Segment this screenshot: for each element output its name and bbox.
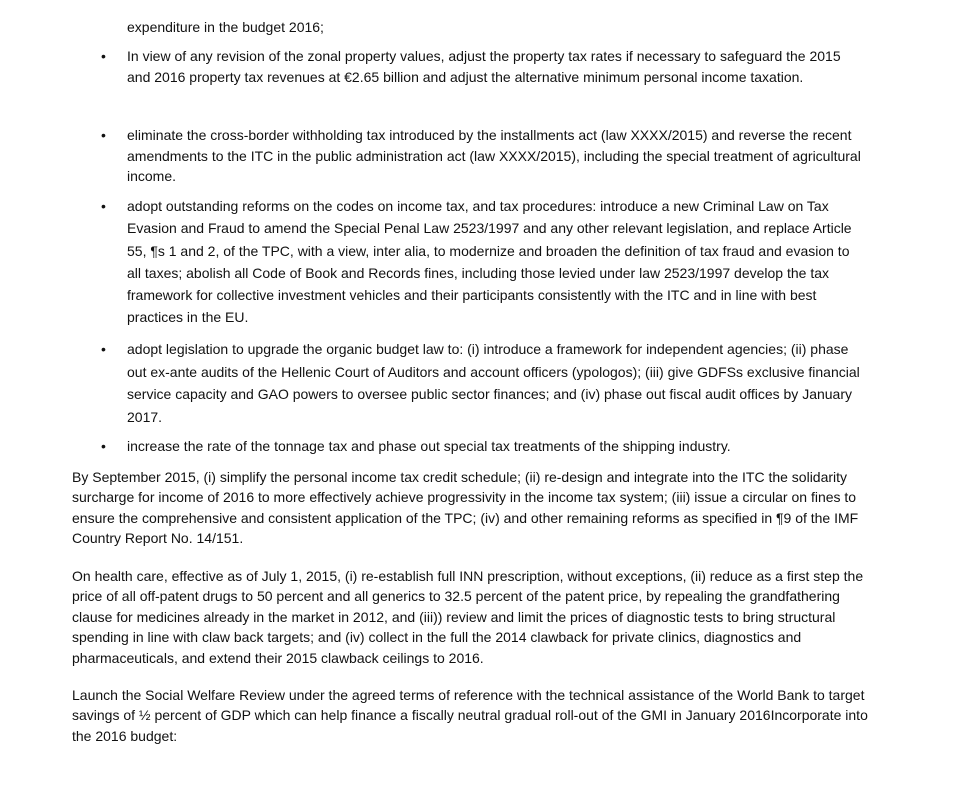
bullet-marker: • bbox=[101, 198, 106, 214]
bullet-text: eliminate the cross-border withholding tax introduced by the installments act (law XXXX/2015) and reverse the recent amendments to the ITC in the public administration act (law XXXX/2015), including the special treatment of agricultural income. bbox=[127, 127, 861, 184]
paragraph-social-welfare: Launch the Social Welfare Review under the agreed terms of reference with the technical assistance of the World Bank to target savings of ½ percent of GDP which can help finance a fiscally neutral gradual roll-out of the GMI in January 2016Incorporate into the 2016 budget: bbox=[72, 687, 868, 744]
bullet-item-withholding-tax bbox=[101, 125, 867, 187]
continued-bullet-text: expenditure in the budget 2016; bbox=[127, 19, 324, 35]
bullet-marker: • bbox=[101, 438, 106, 454]
bullet-text: adopt outstanding reforms on the codes on income tax, and tax procedures: introduce a new Criminal Law on Tax Evasion and Fraud to amend the Special Penal Law 2523/1997 and any other relevant legislation, and replace Article 55, ¶s 1 and 2, of the TPC, with a view, inter alia, to modernize and broaden the definition of tax fraud and evasion to all taxes; abolish all Code of Book and Records fines, including those levied under law 2523/1997 develop the tax framework for collective investment vehicles and their participants consistently with the ITC and in line with best practices in the EU. bbox=[127, 198, 852, 326]
paragraph-income-tax-schedule: By September 2015, (i) simplify the personal income tax credit schedule; (ii) re-design and integrate into the ITC the solidarity surcharge for income of 2016 to more effectively achieve progressivity in the income tax system; (iii) issue a circular on fines to ensure the comprehensive and consistent application of the TPC; (iv) and other remaining reforms as specified in ¶9 of the IMF Country Report No. 14/151. bbox=[72, 469, 859, 547]
bullet-item-income-tax-reforms bbox=[101, 195, 867, 329]
bullet-item-tonnage-tax bbox=[101, 436, 867, 456]
bullet-text: adopt legislation to upgrade the organic budget law to: (i) introduce a framework for independent agencies; (ii) phase out ex-ante audits of the Hellenic Court of Auditors and account officers (ypologos); (iii) give GDFSs exclusive financial service capacity and GAO powers to oversee public sector finances; and (iv) phase out fiscal audit offices by January 2017. bbox=[127, 341, 860, 425]
bullet-text: In view of any revision of the zonal property values, adjust the property tax rates if necessary to safeguard the 2015 and 2016 property tax revenues at €2.65 billion and adjust the alternative minimum personal income taxation. bbox=[127, 48, 841, 85]
bullet-text: increase the rate of the tonnage tax and phase out special tax treatments of the shipping industry. bbox=[127, 438, 731, 454]
paragraph-health-care: On health care, effective as of July 1, 2015, (i) re-establish full INN prescription, without exceptions, (ii) reduce as a first step the price of all off-patent drugs to 50 percent and all generics to 32.5 percent of the patent price, by repealing the grandfathering clause for medicines already in the market in 2012, and (iii)) review and limit the prices of diagnostic tests to bring structural spending in line with claw back targets; and (iv) collect in the full the 2014 clawback for private clinics, diagnostics and pharmaceuticals, and extend their 2015 clawback ceilings to 2016. bbox=[72, 568, 864, 666]
bullet-item-organic-budget-law bbox=[101, 338, 867, 428]
bullet-marker: • bbox=[101, 127, 106, 143]
bullet-marker: • bbox=[101, 48, 106, 64]
bullet-marker: • bbox=[101, 341, 106, 357]
bullet-item-property-tax bbox=[101, 46, 867, 87]
